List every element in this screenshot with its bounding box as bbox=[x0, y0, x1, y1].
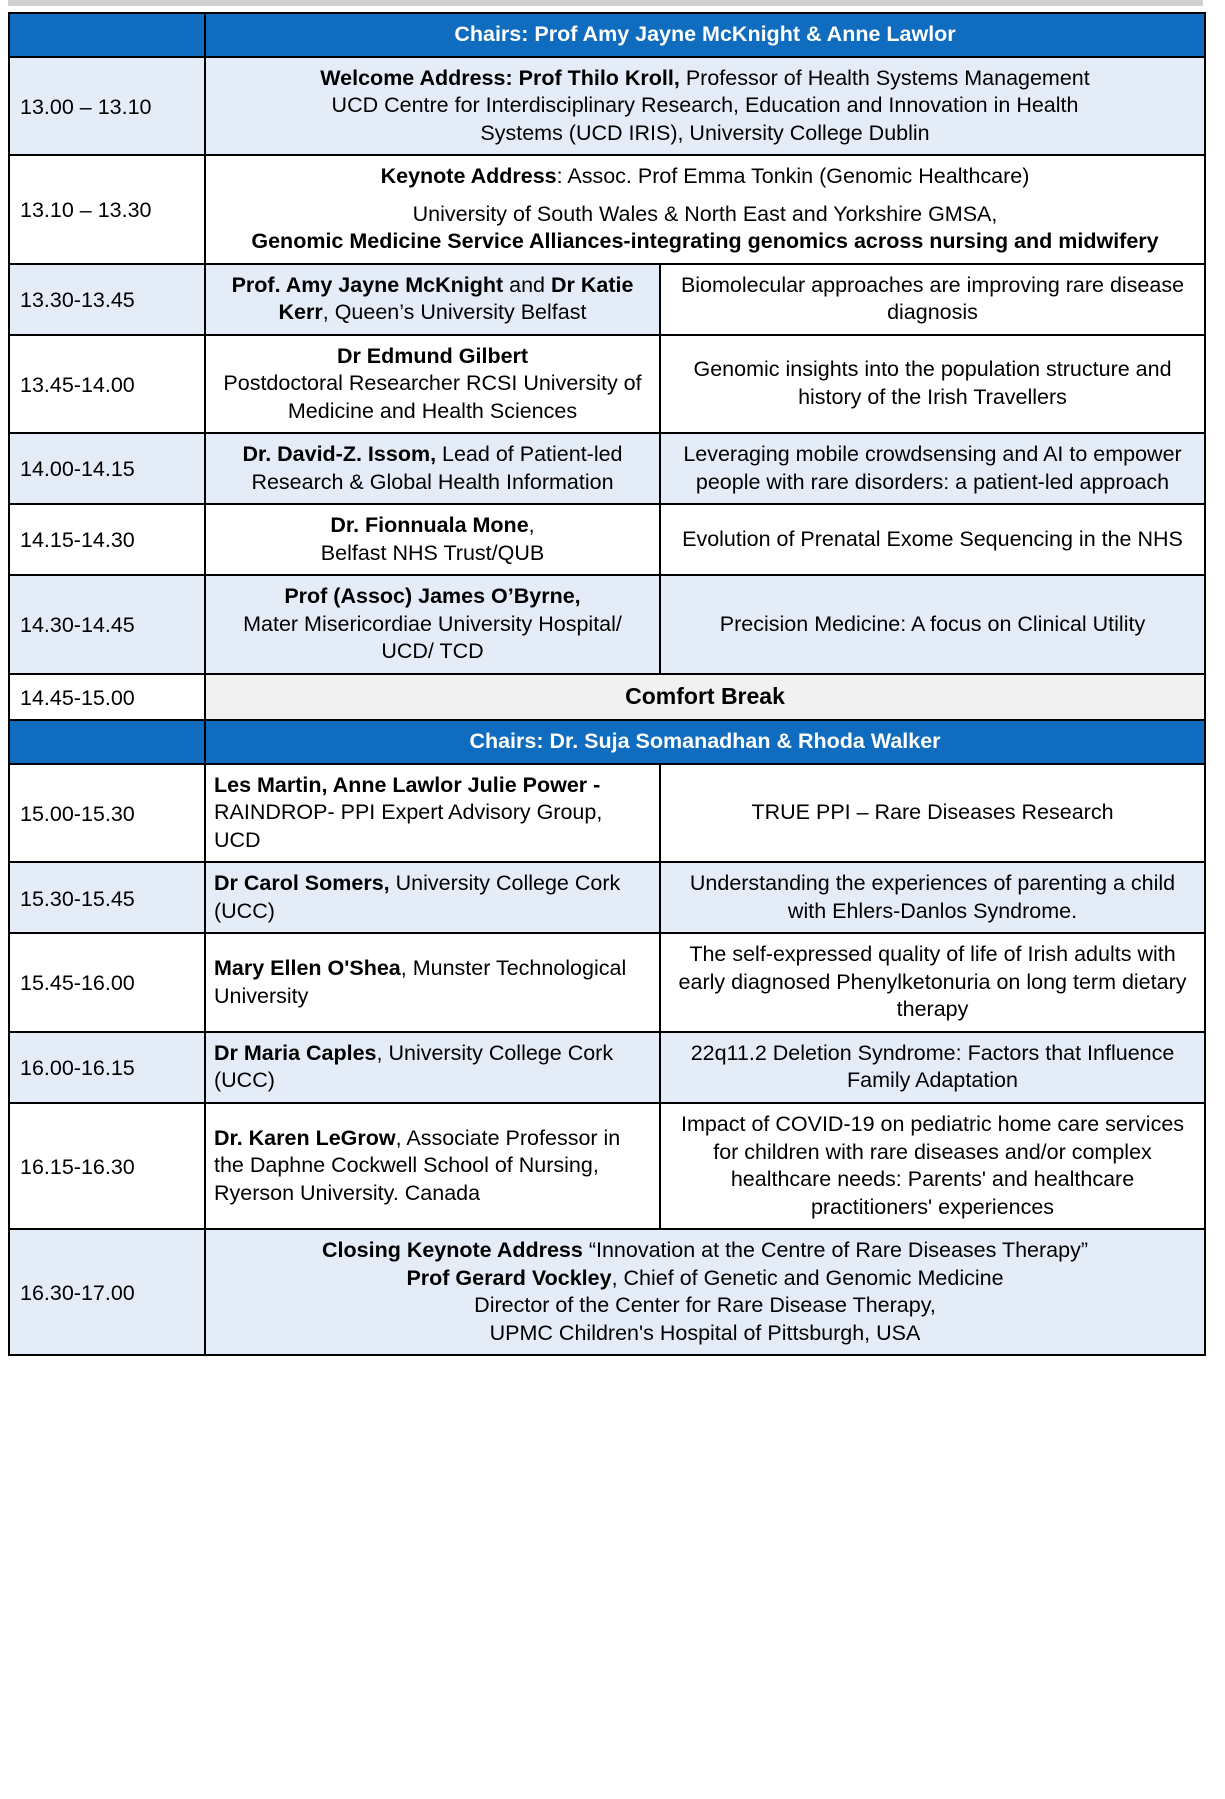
closing-keynote-label: Closing Keynote Address bbox=[322, 1238, 583, 1263]
speaker-comma: , bbox=[528, 513, 535, 538]
keynote-affiliation: University of South Wales & North East and Yorkshire GMSA, bbox=[412, 201, 998, 226]
welcome-address-line3: Systems (UCD IRIS), University College Dublin bbox=[480, 120, 930, 145]
speaker-name: Prof (Assoc) James O’Byrne, bbox=[284, 584, 581, 609]
speaker-affiliation: Mater Misericordiae University Hospital/ UCD/ TCD bbox=[243, 611, 622, 664]
speaker-name: Dr. Karen LeGrow bbox=[214, 1125, 396, 1150]
closing-keynote-title: “Innovation at the Centre of Rare Diseases Therapy” bbox=[582, 1238, 1088, 1263]
speaker-name: Prof. Amy Jayne McKnight bbox=[231, 272, 504, 297]
table-row bbox=[9, 433, 1205, 504]
speaker-affiliation: University College Cork (UCC) bbox=[214, 871, 621, 923]
row-time: 14.00-14.15 bbox=[9, 433, 205, 504]
topic-cell: Precision Medicine: A focus on Clinical Utility bbox=[660, 575, 1205, 674]
table-row bbox=[9, 1032, 1205, 1103]
speaker-name: Dr Maria Caples bbox=[214, 1040, 377, 1065]
closing-keynote-speaker: Prof Gerard Vockley bbox=[406, 1265, 612, 1290]
table-row bbox=[9, 933, 1205, 1032]
chair-row-left-spacer-2 bbox=[9, 720, 205, 764]
closing-keynote-line3: Director of the Center for Rare Disease Therapy, bbox=[474, 1293, 936, 1318]
speaker-affiliation: Lead of Patient-led Research & Global Health Information bbox=[251, 442, 623, 494]
table-row bbox=[9, 504, 1205, 575]
row-time: 16.00-16.15 bbox=[9, 1032, 205, 1103]
row-time: 16.15-16.30 bbox=[9, 1103, 205, 1229]
speaker-affiliation: RAINDROP- PPI Expert Advisory Group, UCD bbox=[214, 800, 603, 852]
closing-keynote-cell bbox=[205, 1229, 1205, 1355]
row-time: 15.45-16.00 bbox=[9, 933, 205, 1032]
row-time: 13.00 – 13.10 bbox=[9, 57, 205, 156]
table-row bbox=[9, 1103, 1205, 1229]
row-time: 13.45-14.00 bbox=[9, 335, 205, 434]
row-time: 13.10 – 13.30 bbox=[9, 155, 205, 264]
welcome-address-title: Welcome Address: Prof Thilo Kroll, bbox=[320, 65, 680, 90]
keynote-address-label: Keynote Address bbox=[380, 164, 557, 189]
row-time: 15.00-15.30 bbox=[9, 764, 205, 863]
table-row bbox=[9, 155, 1205, 264]
speaker-cell bbox=[205, 504, 660, 575]
topic-cell: Evolution of Prenatal Exome Sequencing in the NHS bbox=[660, 504, 1205, 575]
table-row bbox=[9, 575, 1205, 674]
speaker-affiliation: , University College Cork (UCC) bbox=[214, 1040, 614, 1093]
speaker-name-2: Dr Katie Kerr bbox=[278, 272, 634, 325]
row-time: 14.15-14.30 bbox=[9, 504, 205, 575]
topic-cell: The self-expressed quality of life of Irish adults with early diagnosed Phenylketonuria on long term dietary therapy bbox=[660, 933, 1205, 1032]
speaker-name: Mary Ellen O'Shea bbox=[214, 956, 401, 981]
speaker-cell bbox=[205, 264, 660, 335]
speaker-affiliation: , Munster Technological University bbox=[214, 956, 627, 1008]
topic-cell: Understanding the experiences of parenting a child with Ehlers-Danlos Syndrome. bbox=[660, 862, 1205, 933]
welcome-address-subtitle: Professor of Health Systems Management bbox=[679, 65, 1090, 90]
speaker-affiliation: Belfast NHS Trust/QUB bbox=[320, 540, 545, 565]
table-row bbox=[9, 1229, 1205, 1355]
table-row bbox=[9, 264, 1205, 335]
speaker-name: Les Martin, Anne Lawlor Julie Power - bbox=[214, 772, 601, 797]
topic-cell: Biomolecular approaches are improving rare disease diagnosis bbox=[660, 264, 1205, 335]
topic-cell: TRUE PPI – Rare Diseases Research bbox=[660, 764, 1205, 863]
table-row bbox=[9, 57, 1205, 156]
speaker-cell bbox=[205, 335, 660, 434]
session-1-chair-row bbox=[9, 13, 1205, 57]
chair-row-left-spacer bbox=[9, 13, 205, 57]
table-row bbox=[9, 764, 1205, 863]
speaker-affiliation: , Associate Professor in the Daphne Cockwell School of Nursing, Ryerson University. Canada bbox=[214, 1125, 621, 1205]
topic-cell: Leveraging mobile crowdsensing and AI to empower people with rare disorders: a patient-led approach bbox=[660, 433, 1205, 504]
top-grey-bar bbox=[8, 0, 1203, 6]
speaker-affiliation: , Queen’s University Belfast bbox=[322, 300, 587, 325]
speaker-cell bbox=[205, 433, 660, 504]
row-time: 13.30-13.45 bbox=[9, 264, 205, 335]
speaker-cell bbox=[205, 933, 660, 1032]
table-row bbox=[9, 862, 1205, 933]
topic-cell: Genomic insights into the population structure and history of the Irish Travellers bbox=[660, 335, 1205, 434]
table-row bbox=[9, 335, 1205, 434]
speaker-name: Dr. Fionnuala Mone bbox=[330, 513, 529, 538]
keynote-address-cell bbox=[205, 155, 1205, 264]
closing-keynote-line4: UPMC Children's Hospital of Pittsburgh, USA bbox=[489, 1320, 921, 1345]
session-2-chairs: Chairs: Dr. Suja Somanadhan & Rhoda Walker bbox=[205, 720, 1205, 764]
welcome-address-cell bbox=[205, 57, 1205, 156]
speaker-name: Dr. David-Z. Issom, bbox=[242, 442, 437, 467]
speaker-name: Dr Carol Somers, bbox=[214, 871, 390, 896]
row-time: 16.30-17.00 bbox=[9, 1229, 205, 1355]
speaker-cell bbox=[205, 862, 660, 933]
comfort-break-row bbox=[9, 674, 1205, 721]
row-time: 14.45-15.00 bbox=[9, 674, 205, 721]
keynote-address-speaker: : Assoc. Prof Emma Tonkin (Genomic Healthcare) bbox=[556, 164, 1030, 189]
comfort-break-label: Comfort Break bbox=[205, 674, 1205, 721]
speaker-cell bbox=[205, 1103, 660, 1229]
session-2-chair-row bbox=[9, 720, 1205, 764]
topic-cell: 22q11.2 Deletion Syndrome: Factors that Influence Family Adaptation bbox=[660, 1032, 1205, 1103]
speaker-name: Dr Edmund Gilbert bbox=[336, 343, 529, 368]
keynote-title: Genomic Medicine Service Alliances-integrating genomics across nursing and midwifery bbox=[251, 229, 1159, 254]
welcome-address-line2: UCD Centre for Interdisciplinary Research, Education and Innovation in Health bbox=[331, 93, 1079, 118]
speaker-cell bbox=[205, 764, 660, 863]
speaker-connector: and bbox=[503, 272, 551, 297]
row-time: 14.30-14.45 bbox=[9, 575, 205, 674]
speaker-affiliation: Postdoctoral Researcher RCSI University of Medicine and Health Sciences bbox=[223, 371, 642, 423]
session-1-chairs: Chairs: Prof Amy Jayne McKnight & Anne Lawlor bbox=[205, 13, 1205, 57]
speaker-cell bbox=[205, 1032, 660, 1103]
speaker-cell bbox=[205, 575, 660, 674]
conference-schedule-table bbox=[8, 12, 1206, 1356]
row-time: 15.30-15.45 bbox=[9, 862, 205, 933]
closing-keynote-role: , Chief of Genetic and Genomic Medicine bbox=[611, 1265, 1004, 1290]
topic-cell: Impact of COVID-19 on pediatric home care services for children with rare diseases and/or complex healthcare needs: Parents' and healthcare practitioners' experiences bbox=[660, 1103, 1205, 1229]
